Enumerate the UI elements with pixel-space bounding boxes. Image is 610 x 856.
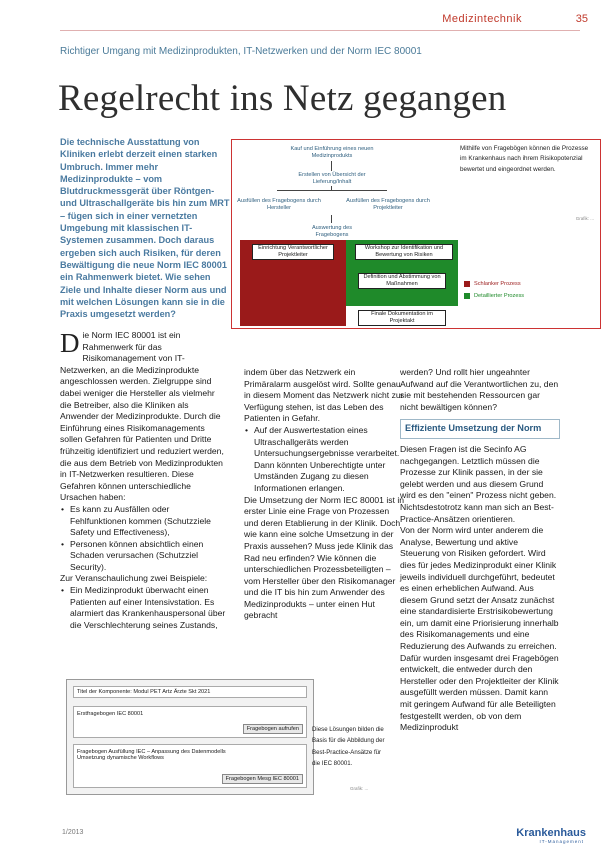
diagram-credit: Grafik: ... <box>575 216 594 221</box>
risk-cause-list <box>60 504 226 574</box>
col2-paragraph: indem über das Netzwerk ein Primäralarm ausgelöst wird. Sollte genau in diesem Moment das Netzwerk nicht zur Verfügung stehen, ist das Leben des Patienten in Gefahr. <box>244 367 404 424</box>
section-subheading: Effiziente Umsetzung der Norm <box>400 419 560 439</box>
magazine-logo: Krankenhaus <box>516 827 586 839</box>
questionnaire-title: Erstfragebogen IEC 80001 <box>77 711 144 717</box>
diagram-box-documentation: Finale Dokumentation im Projektakt <box>358 310 446 326</box>
diagram-box-measures: Definition und Abstimmung von Maßnahmen <box>358 273 446 289</box>
questionnaire-title: Fragebogen Ausfüllung IEC – Anpassung des Datenmodells Umsetzung dynamische Workflows <box>77 749 226 761</box>
issue-number: 1/2013 <box>62 829 84 836</box>
questionnaire-mesg-button[interactable]: Fragebogen Mesg IEC 80001 <box>222 774 303 784</box>
diagram-connector <box>331 161 332 171</box>
legend-lean-label: Schlanker Prozess <box>474 281 521 287</box>
open-questionnaire-button[interactable]: Fragebogen aufrufen <box>243 724 303 734</box>
intro-paragraph: Die technische Ausstattung von Kliniken erlebt derzeit einen starken Umbruch. Immer mehr Medizinprodukte – vom Blutdruckmessgerät über Röntgen- und Ultraschallgeräte bis hin zum MRT – fügen sich in einer vernetzten Umgebung mit klassischen IT-Systemen zusammen. Doch daraus ergeben sich auch Risiken, für deren Bewältigung die neue Norm IEC 80001 ein Rahmenwerk bietet. Wie sehen Ziele und Inhalte dieser Norm aus und mit welchen Lösungen kann sie in die Praxis umgesetzt werden? <box>60 137 230 320</box>
col3-paragraph: Diesen Fragen ist die Secinfo AG nachgegangen. Letztlich müssen die Prozesse zur Klinik passen, in der sie gelebt werden und aus diesem Grund wird es den "einen" Prozess nicht geben. Nichtsdestotrotz kann man sich an Best-Practice-Ansätzen orientieren. <box>400 443 557 524</box>
col1-paragraph: ie Norm IEC 80001 ist ein Rahmenwerk für das Risikomanagement von IT-Netzwerken, an die Medizinprodukte angeschlossen werden. Zielgruppe sind dabei weniger die Hersteller als vielmehr die Betreiber, also die Kliniken als Anwender der Medizinprodukte. Durch die Einführung eines Risikomanagements sollen Gefahren für Patienten und Dritte frühzeitig identifiziert und reduziert werden, die aus dem Betrieb von Medizinprodukten in IT-Netzwerken resultieren. Diese Gefahren können unterschiedliche Ursachen haben: <box>60 330 224 503</box>
figure-credit: Grafik: ... <box>350 786 369 791</box>
diagram-connector <box>331 186 332 190</box>
diagram-connector <box>277 190 387 191</box>
diagram-step-purchase: Kauf und Einführung eines neuen Medizinprodukts <box>290 146 374 159</box>
component-title-field: Titel der Komponente: Modul PET Artz Ärzte Skt 2021 <box>73 686 307 698</box>
example-list <box>244 425 404 495</box>
list-item: • Ein Medizinprodukt überwacht einen Patienten auf einer Intensivstation. Es alarmiert das Krankenhauspersonal über die Verschlechterung seines Zustands, <box>70 585 226 631</box>
list-item: • Personen können absichtlich einen Schaden verursachen (Schutzziel Security). <box>70 539 226 574</box>
diagram-side-text: Mithilfe von Fragebögen können die Prozesse im Krankenhaus nach ihrem Risikopotenzial bewertet und eingeordnet werden. <box>460 145 589 173</box>
process-diagram <box>231 139 601 329</box>
diagram-box-workshop: Workshop zur Identifikation und Bewertung von Risiken <box>355 244 453 260</box>
headline: Regelrecht ins Netz gegangen <box>58 78 507 119</box>
diagram-step-manufacturer: Ausfüllen des Fragebogens durch Hersteller <box>237 198 321 211</box>
magazine-logo-subtitle: IT-Management <box>539 839 584 844</box>
col3-paragraph: werden? Und rollt hier ungeahnter Aufwand auf die Verantwortlichen zu, den sie mit bestehenden Ressourcen gar nicht bewältigen können? <box>400 367 559 412</box>
diagram-step-evaluation: Auswertung des Fragebogens <box>311 225 353 238</box>
body-column-2 <box>244 367 404 622</box>
header-divider <box>60 30 580 31</box>
legend-detailed-swatch <box>464 293 470 299</box>
body-column-3 <box>400 367 560 734</box>
col3-paragraph: Von der Norm wird unter anderem die Analyse, Bewertung und aktive Steuerung von Risiken gefordert. Wird dies für jedes Medizinprodukt einer Klinik jeweils individuell durchgeführt, bedeutet es einen erheblichen Aufwand. Aus diesem Grund setzt der Ansatz zunächst eine standardisierte Erstrisikobewertung ein, um damit eine Priorisierung innerhalb des Risikomanagements und eine Reduzierung des Aufwands zu erreichen. Dafür wurden insgesamt drei Fragebögen entwickelt, die entweder durch den Hersteller oder den Projektleiter der Klinik ausgefüllt werden müssen. Damit kann mit geringem Aufwand für alle Beteiligten festgestellt werden, ob von dem Medizinprodukt <box>400 525 559 733</box>
figure-caption: Diese Lösungen bilden die Basis für die Abbildung der Best-Practice-Ansätze für die IEC 80001. <box>312 726 385 767</box>
legend-lean-swatch <box>464 281 470 287</box>
diagram-step-projectlead: Ausfüllen des Fragebogens durch Projektleiter <box>346 198 430 211</box>
list-item: • Auf der Auswertestation eines Ultraschallgeräts werden Untersuchungsergebnisse verarbeitet. Dann könnten Unberechtigte unter Umständen Zugang zu diesen Informationen erlangen. <box>254 425 404 495</box>
kicker: Richtiger Umgang mit Medizinprodukten, IT-Netzwerken und der Norm IEC 80001 <box>60 46 422 57</box>
diagram-box-projectlead: Einrichtung Verantwortlicher Projektleiter <box>252 244 334 260</box>
col2-paragraph: Die Umsetzung der Norm IEC 80001 ist in erster Linie eine Frage von Prozessen und deren Etablierung in der Klinik. Doch wie kann eine solche Umsetzung in der Praxis aussehen? Muss jede Klinik das Rad neu erfinden? Wie können die unterschiedlichen Prozessbeteiligten – vom Hersteller über den Risikomanager und die IT bis hin zum Anwender des Medizinprodukts – unter einen Hut gebracht <box>244 494 405 621</box>
example-list <box>60 585 226 631</box>
software-screenshot <box>66 679 314 795</box>
diagram-step-overview: Erstellen von Übersicht der Lieferung/Inhalt <box>298 172 366 185</box>
drop-cap: D <box>60 328 80 358</box>
section-label: Medizintechnik <box>442 13 522 25</box>
questionnaire-panel-1 <box>73 706 307 738</box>
legend-detailed-label: Detaillierter Prozess <box>474 293 525 299</box>
diagram-connector <box>331 215 332 223</box>
list-item: • Es kann zu Ausfällen oder Fehlfunktionen kommen (Schutzziele Safety und Effectiveness), <box>70 504 226 539</box>
page-number: 35 <box>575 13 588 25</box>
body-column-1 <box>60 330 226 631</box>
col1-paragraph: Zur Veranschaulichung zwei Beispiele: <box>60 573 208 584</box>
questionnaire-panel-2 <box>73 744 307 788</box>
